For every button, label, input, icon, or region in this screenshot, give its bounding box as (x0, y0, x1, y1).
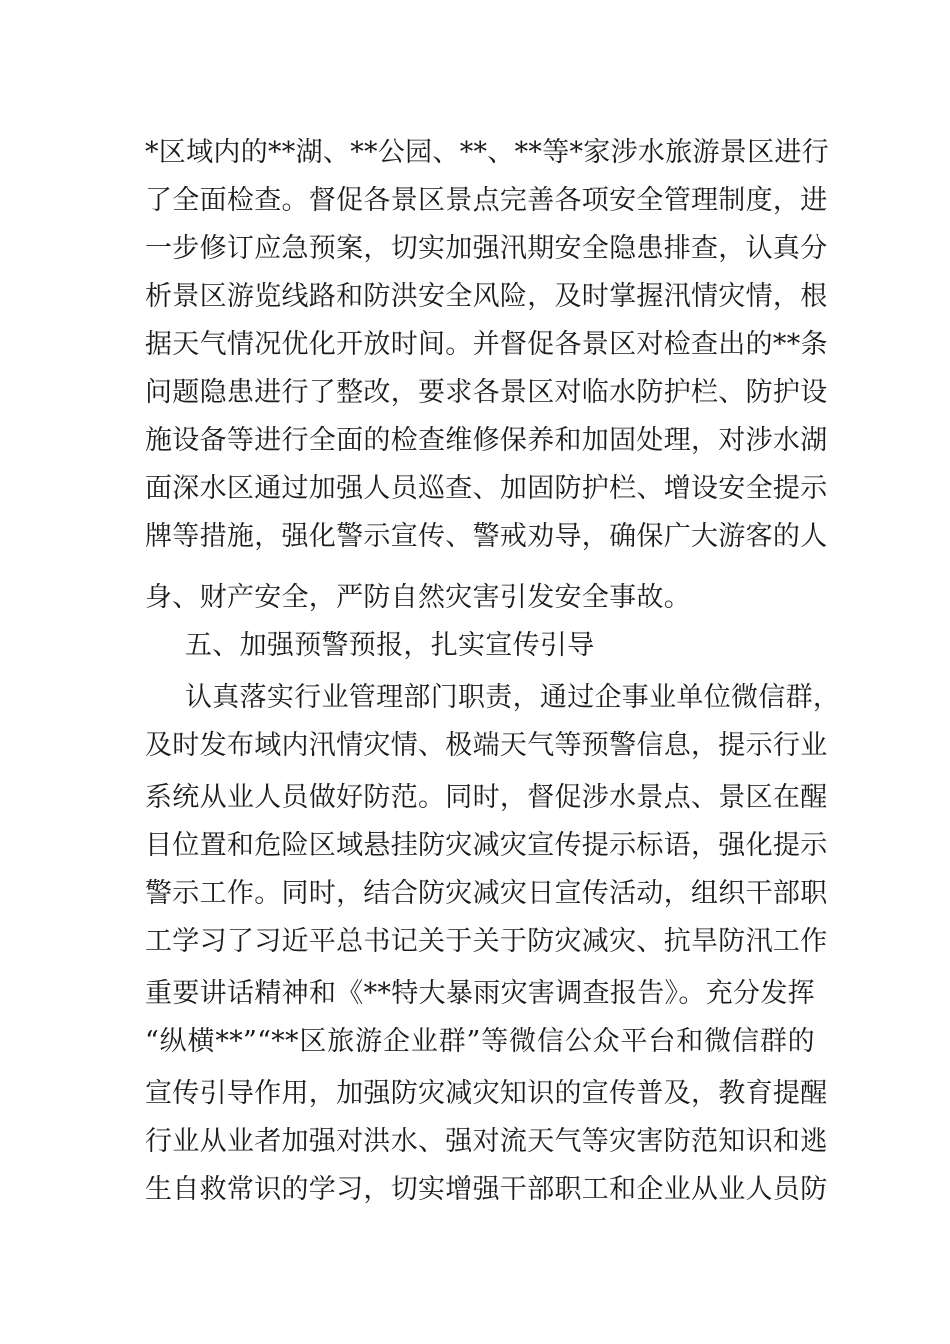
body-text-line: 一步修订应急预案，切实加强汛期安全隐患排查，认真分 (145, 233, 828, 264)
body-text-line: 了全面检查。督促各景区景点完善各项安全管理制度，进 (145, 185, 828, 216)
body-text-line: 身、财产安全，严防自然灾害引发安全事故。 (145, 582, 691, 613)
section-heading: 五、加强预警预报，扎实宣传引导 (185, 630, 595, 661)
body-text-line: 重要讲话精神和《**特大暴雨灾害调查报告》。充分发挥 (145, 978, 815, 1009)
body-text-line: 工学习了习近平总书记关于关于防灾减灾、抗旱防汛工作 (145, 926, 828, 957)
body-text-line: 宣传引导作用，加强防灾减灾知识的宣传普及，教育提醒 (145, 1078, 828, 1109)
body-text-line: 牌等措施，强化警示宣传、警戒劝导，确保广大游客的人 (145, 521, 828, 552)
body-text-line: 及时发布域内汛情灾情、极端天气等预警信息，提示行业 (145, 730, 828, 761)
body-text-line: 目位置和危险区域悬挂防灾减灾宣传提示标语，强化提示 (145, 830, 828, 861)
body-text-line: 据天气情况优化开放时间。并督促各景区对检查出的**条 (145, 329, 828, 360)
body-text-line: 系统从业人员做好防范。同时，督促涉水景点、景区在醒 (145, 782, 828, 813)
body-text-line: 析景区游览线路和防洪安全风险，及时掌握汛情灾情，根 (145, 281, 828, 312)
body-text-line: 行业从业者加强对洪水、强对流天气等灾害防范知识和逃 (145, 1126, 828, 1157)
body-text-line: 面深水区通过加强人员巡查、加固防护栏、增设安全提示 (145, 473, 828, 504)
body-text-line: 警示工作。同时，结合防灾减灾日宣传活动，组织干部职 (145, 878, 828, 909)
body-text-line: 认真落实行业管理部门职责，通过企事业单位微信群， (185, 682, 841, 713)
body-text-line: 问题隐患进行了整改，要求各景区对临水防护栏、防护设 (145, 377, 828, 408)
body-text-line: 施设备等进行全面的检查维修保养和加固处理，对涉水湖 (145, 425, 828, 456)
body-text-line: “纵横**”“**区旅游企业群”等微信公众平台和微信群的 (145, 1026, 815, 1057)
body-text-line: 生自救常识的学习，切实增强干部职工和企业从业人员防 (145, 1174, 828, 1205)
body-text-line: *区域内的**湖、**公园、**、**等*家涉水旅游景区进行 (145, 137, 829, 168)
